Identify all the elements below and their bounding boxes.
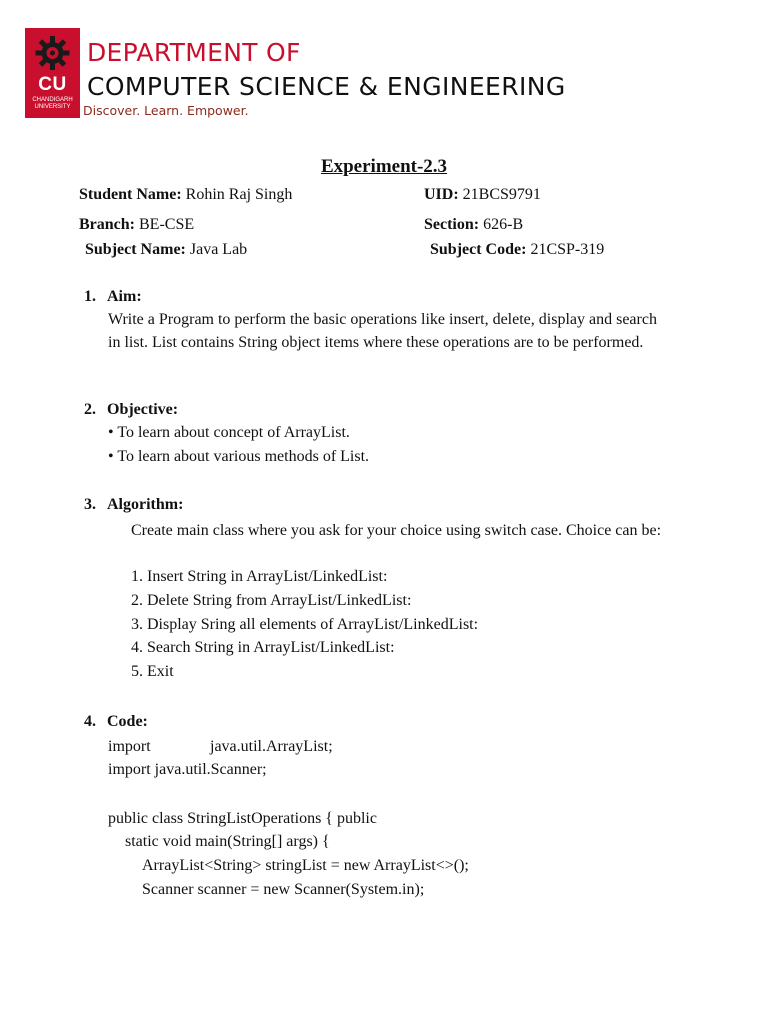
- subject-code-label: Subject Code:: [430, 241, 527, 258]
- objective-heading: [84, 401, 178, 419]
- student-name-label: Student Name:: [79, 186, 182, 203]
- objective-title: Objective:: [107, 401, 179, 418]
- subject-code-field: [430, 241, 604, 259]
- algorithm-step-5: 5. Exit: [131, 663, 174, 680]
- algorithm-step-4: 4. Search String in ArrayList/LinkedList:: [131, 639, 395, 656]
- code-heading: [84, 713, 148, 731]
- subject-code-value: 21CSP-319: [530, 241, 605, 258]
- algorithm-intro: Create main class where you ask for your choice using switch case. Choice can be:: [131, 522, 662, 539]
- code-title: Code:: [107, 713, 148, 730]
- code-main-decl: static void main(String[] args) {: [125, 833, 330, 850]
- objective-point-2: • To learn about various methods of List.: [108, 448, 370, 465]
- gear-emblem-icon: [31, 34, 74, 72]
- algorithm-title: Algorithm:: [107, 496, 184, 513]
- logo-university-name: CHANDIGARH UNIVERSITY: [32, 97, 73, 110]
- student-name-value: Rohin Raj Singh: [185, 186, 293, 203]
- subject-name-label: Subject Name:: [85, 241, 186, 258]
- algorithm-step-3: 3. Display Sring all elements of ArrayList/LinkedList:: [131, 616, 479, 633]
- objective-point-1: • To learn about concept of ArrayList.: [108, 424, 350, 441]
- student-name-field: [79, 186, 292, 204]
- subject-name-field: [85, 241, 247, 259]
- code-number: 4.: [84, 713, 96, 730]
- algorithm-step-1: 1. Insert String in ArrayList/LinkedList:: [131, 568, 388, 585]
- section-field: [424, 216, 523, 234]
- algorithm-number: 3.: [84, 496, 96, 513]
- code-import-keyword: import: [108, 738, 151, 755]
- code-list-decl: ArrayList<String> stringList = new ArrayList<>();: [142, 857, 469, 874]
- experiment-title: Experiment-2.3: [320, 156, 448, 177]
- aim-text: Write a Program to perform the basic operations like insert, delete, display and search in list. List contains String object items where these operations are to be performed.: [108, 311, 657, 351]
- uid-field: [424, 186, 541, 204]
- aim-title: Aim:: [107, 288, 142, 305]
- page-header: [25, 28, 745, 120]
- code-class-decl: public class StringListOperations { public: [108, 810, 377, 827]
- section-value: 626-B: [483, 216, 524, 233]
- code-import-scanner: import java.util.Scanner;: [108, 761, 267, 778]
- algorithm-step-2: 2. Delete String from ArrayList/LinkedList:: [131, 592, 412, 609]
- aim-number: 1.: [84, 288, 96, 305]
- algorithm-heading: [84, 496, 183, 514]
- code-import-path: java.util.ArrayList;: [210, 738, 333, 755]
- department-line1: DEPARTMENT OF: [87, 38, 301, 67]
- section-label: Section:: [424, 216, 480, 233]
- aim-heading: [84, 288, 142, 306]
- branch-label: Branch:: [79, 216, 135, 233]
- subject-name-value: Java Lab: [189, 241, 248, 258]
- department-line2: COMPUTER SCIENCE & ENGINEERING: [87, 72, 566, 101]
- branch-field: [79, 216, 194, 234]
- university-logo: [25, 28, 80, 118]
- tagline: Discover. Learn. Empower.: [83, 103, 249, 118]
- uid-value: 21BCS9791: [462, 186, 541, 203]
- objective-number: 2.: [84, 401, 96, 418]
- code-scanner-decl: Scanner scanner = new Scanner(System.in);: [142, 881, 425, 898]
- branch-value: BE-CSE: [139, 216, 195, 233]
- uid-label: UID:: [424, 186, 459, 203]
- logo-abbrev: CU: [38, 74, 67, 95]
